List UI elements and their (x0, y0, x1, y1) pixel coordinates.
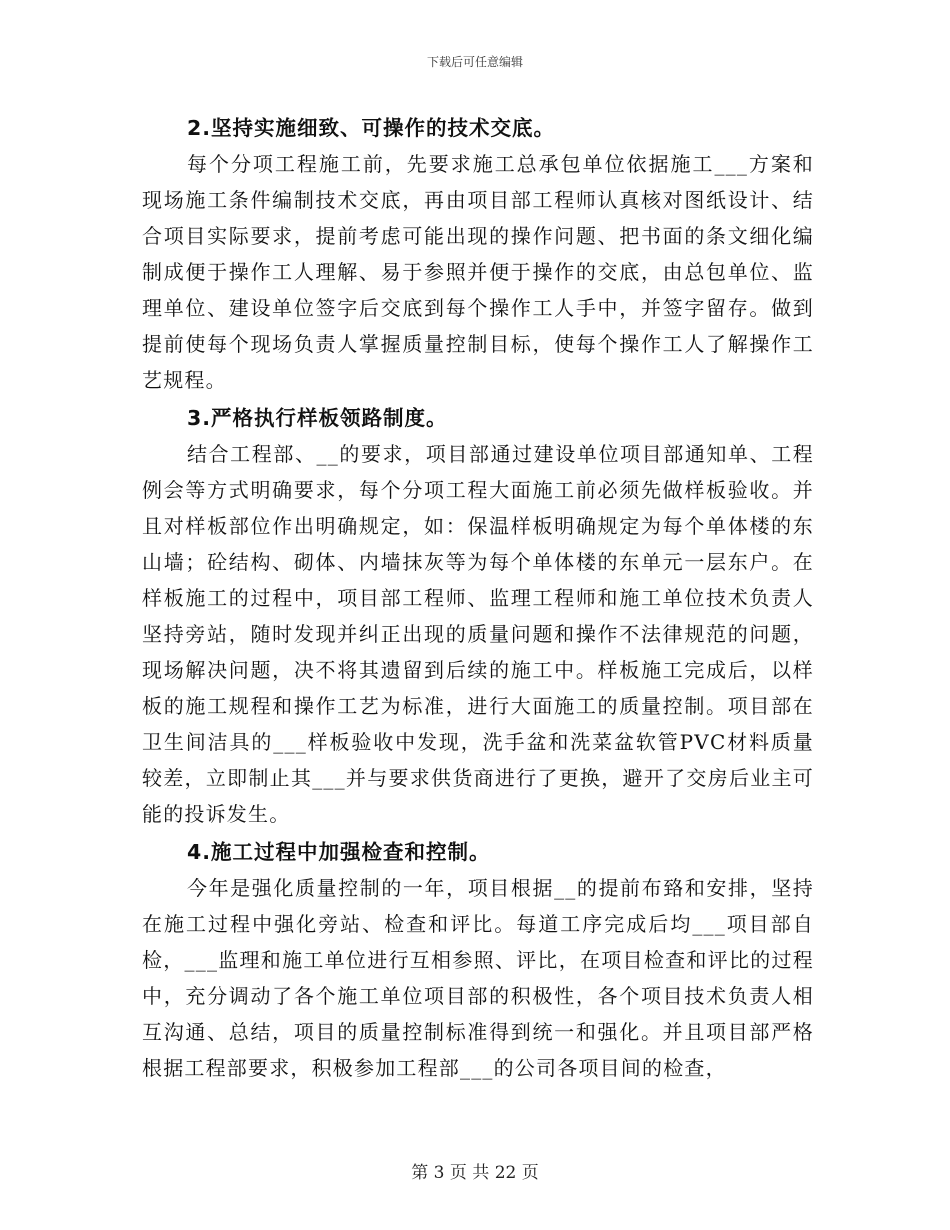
section-2 (142, 110, 814, 398)
page-number: 第 3 页 共 22 页 (411, 1163, 539, 1183)
section-title: 2.坚持实施细致、可操作的技术交底。 (187, 116, 556, 140)
section-title: 4.施工过程中加强检查和控制。 (187, 840, 491, 864)
section-paragraph: 结合工程部、__的要求，项目部通过建设单位项目部通知单、工程例会等方式明确要求，每个分项工程大面施工前必须先做样板验收。并且对样板部位作出明确规定，如：保温样板明确规定为每个单体楼的东山墙；砼结构、砌体、内墙抹灰等为每个单体楼的东单元一层东户。在样板施工的过程中，项目部工程师、监理工程师和施工单位技术负责人坚持旁站，随时发现并纠正出现的质量问题和操作不法律规范的问题，现场解决问题，决不将其遗留到后续的施工中。样板施工完成后，以样板的施工规程和操作工艺为标准，进行大面施工的质量控制。项目部在卫生间洁具的___样板验收中发现，洗手盆和洗菜盆软管PVC材料质量较差，立即制止其___并与要求供货商进行了更换，避开了交房后业主可能的投诉发生。 (142, 442, 814, 826)
section-paragraph: 今年是强化质量控制的一年，项目根据__的提前布臵和安排，坚持在施工过程中强化旁站、检查和评比。每道工序完成后均___项目部自检，___监理和施工单位进行互相参照、评比，在项目检查和评比的过程中，充分调动了各个施工单位项目部的积极性，各个项目技术负责人相互沟通、总结，项目的质量控制标准得到统一和强化。并且项目部严格根据工程部要求，积极参加工程部___的公司各项目间的检查， (142, 876, 814, 1080)
section-paragraph: 每个分项工程施工前，先要求施工总承包单位依据施工___方案和现场施工条件编制技术交底，再由项目部工程师认真核对图纸设计、结合项目实际要求，提前考虑可能出现的操作问题、把书面的条文细化编制成便于操作工人理解、易于参照并便于操作的交底，由总包单位、监理单位、建设单位签字后交底到每个操作工人手中，并签字留存。做到提前使每个现场负责人掌握质量控制目标，使每个操作工人了解操作工艺规程。 (142, 152, 814, 392)
document-body (142, 110, 814, 1088)
header-note: 下载后可任意编辑 (426, 55, 523, 69)
section-4 (142, 834, 814, 1086)
section-title: 3.严格执行样板领路制度。 (187, 406, 448, 430)
section-3 (142, 400, 814, 832)
